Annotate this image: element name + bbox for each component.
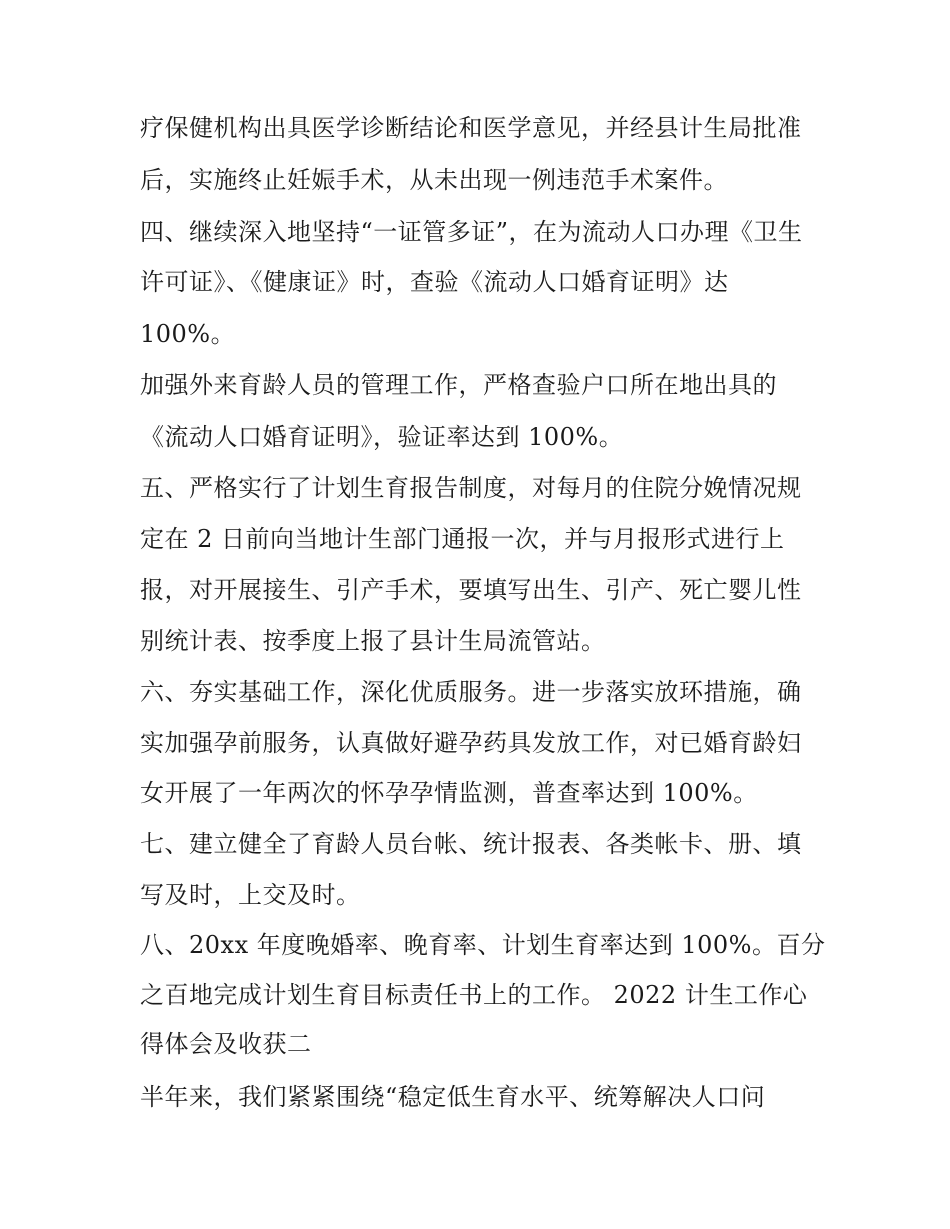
text-line-11: 别统计表、按季度上报了县计生局流管站。 [140,627,606,655]
text-line-16: 写及时，上交及时。 [140,881,361,909]
text-line-1: 疗保健机构出具医学诊断结论和医学意见，并经县计生局批准 [140,114,802,142]
text-line-19: 得体会及收获二 [140,1030,312,1058]
text-line-20: 半年来，我们紧紧围绕“稳定低生育水平、统筹解决人口问 [140,1083,766,1111]
text-line-17: 八、20xx 年度晚婚率、晚育率、计划生育率达到 100%。百分 [140,931,826,959]
text-line-8: 五、严格实行了计划生育报告制度，对每月的住院分娩情况规 [140,474,802,502]
text-line-5: 100%。 [140,320,236,348]
text-line-3: 四、继续深入地坚持“一证管多证”，在为流动人口办理《卫生 [140,218,803,246]
text-line-13: 实加强孕前服务，认真做好避孕药具发放工作，对已婚育龄妇 [140,729,802,757]
text-line-18: 之百地完成计划生育目标责任书上的工作。 2022 计生工作心 [140,981,808,1009]
text-line-9: 定在 2 日前向当地计生部门通报一次，并与月报形式进行上 [140,525,785,553]
text-line-7: 《流动人口婚育证明》，验证率达到 100%。 [140,423,624,451]
text-line-12: 六、夯实基础工作，深化优质服务。进一步落实放环措施，确 [140,678,802,706]
text-line-2: 后，实施终止妊娠手术，从未出现一例违范手术案件。 [140,166,728,194]
text-line-14: 女开展了一年两次的怀孕孕情监测，普查率达到 100%。 [140,779,758,807]
text-line-10: 报，对开展接生、引产手术，要填写出生、引产、死亡婴儿性 [140,576,802,604]
text-line-15: 七、建立健全了育龄人员台帐、统计报表、各类帐卡、册、填 [140,830,802,858]
text-line-4: 许可证》、《健康证》时，查验《流动人口婚育证明》达 [140,268,729,296]
text-line-6: 加强外来育龄人员的管理工作，严格查验户口所在地出具的 [140,371,777,399]
